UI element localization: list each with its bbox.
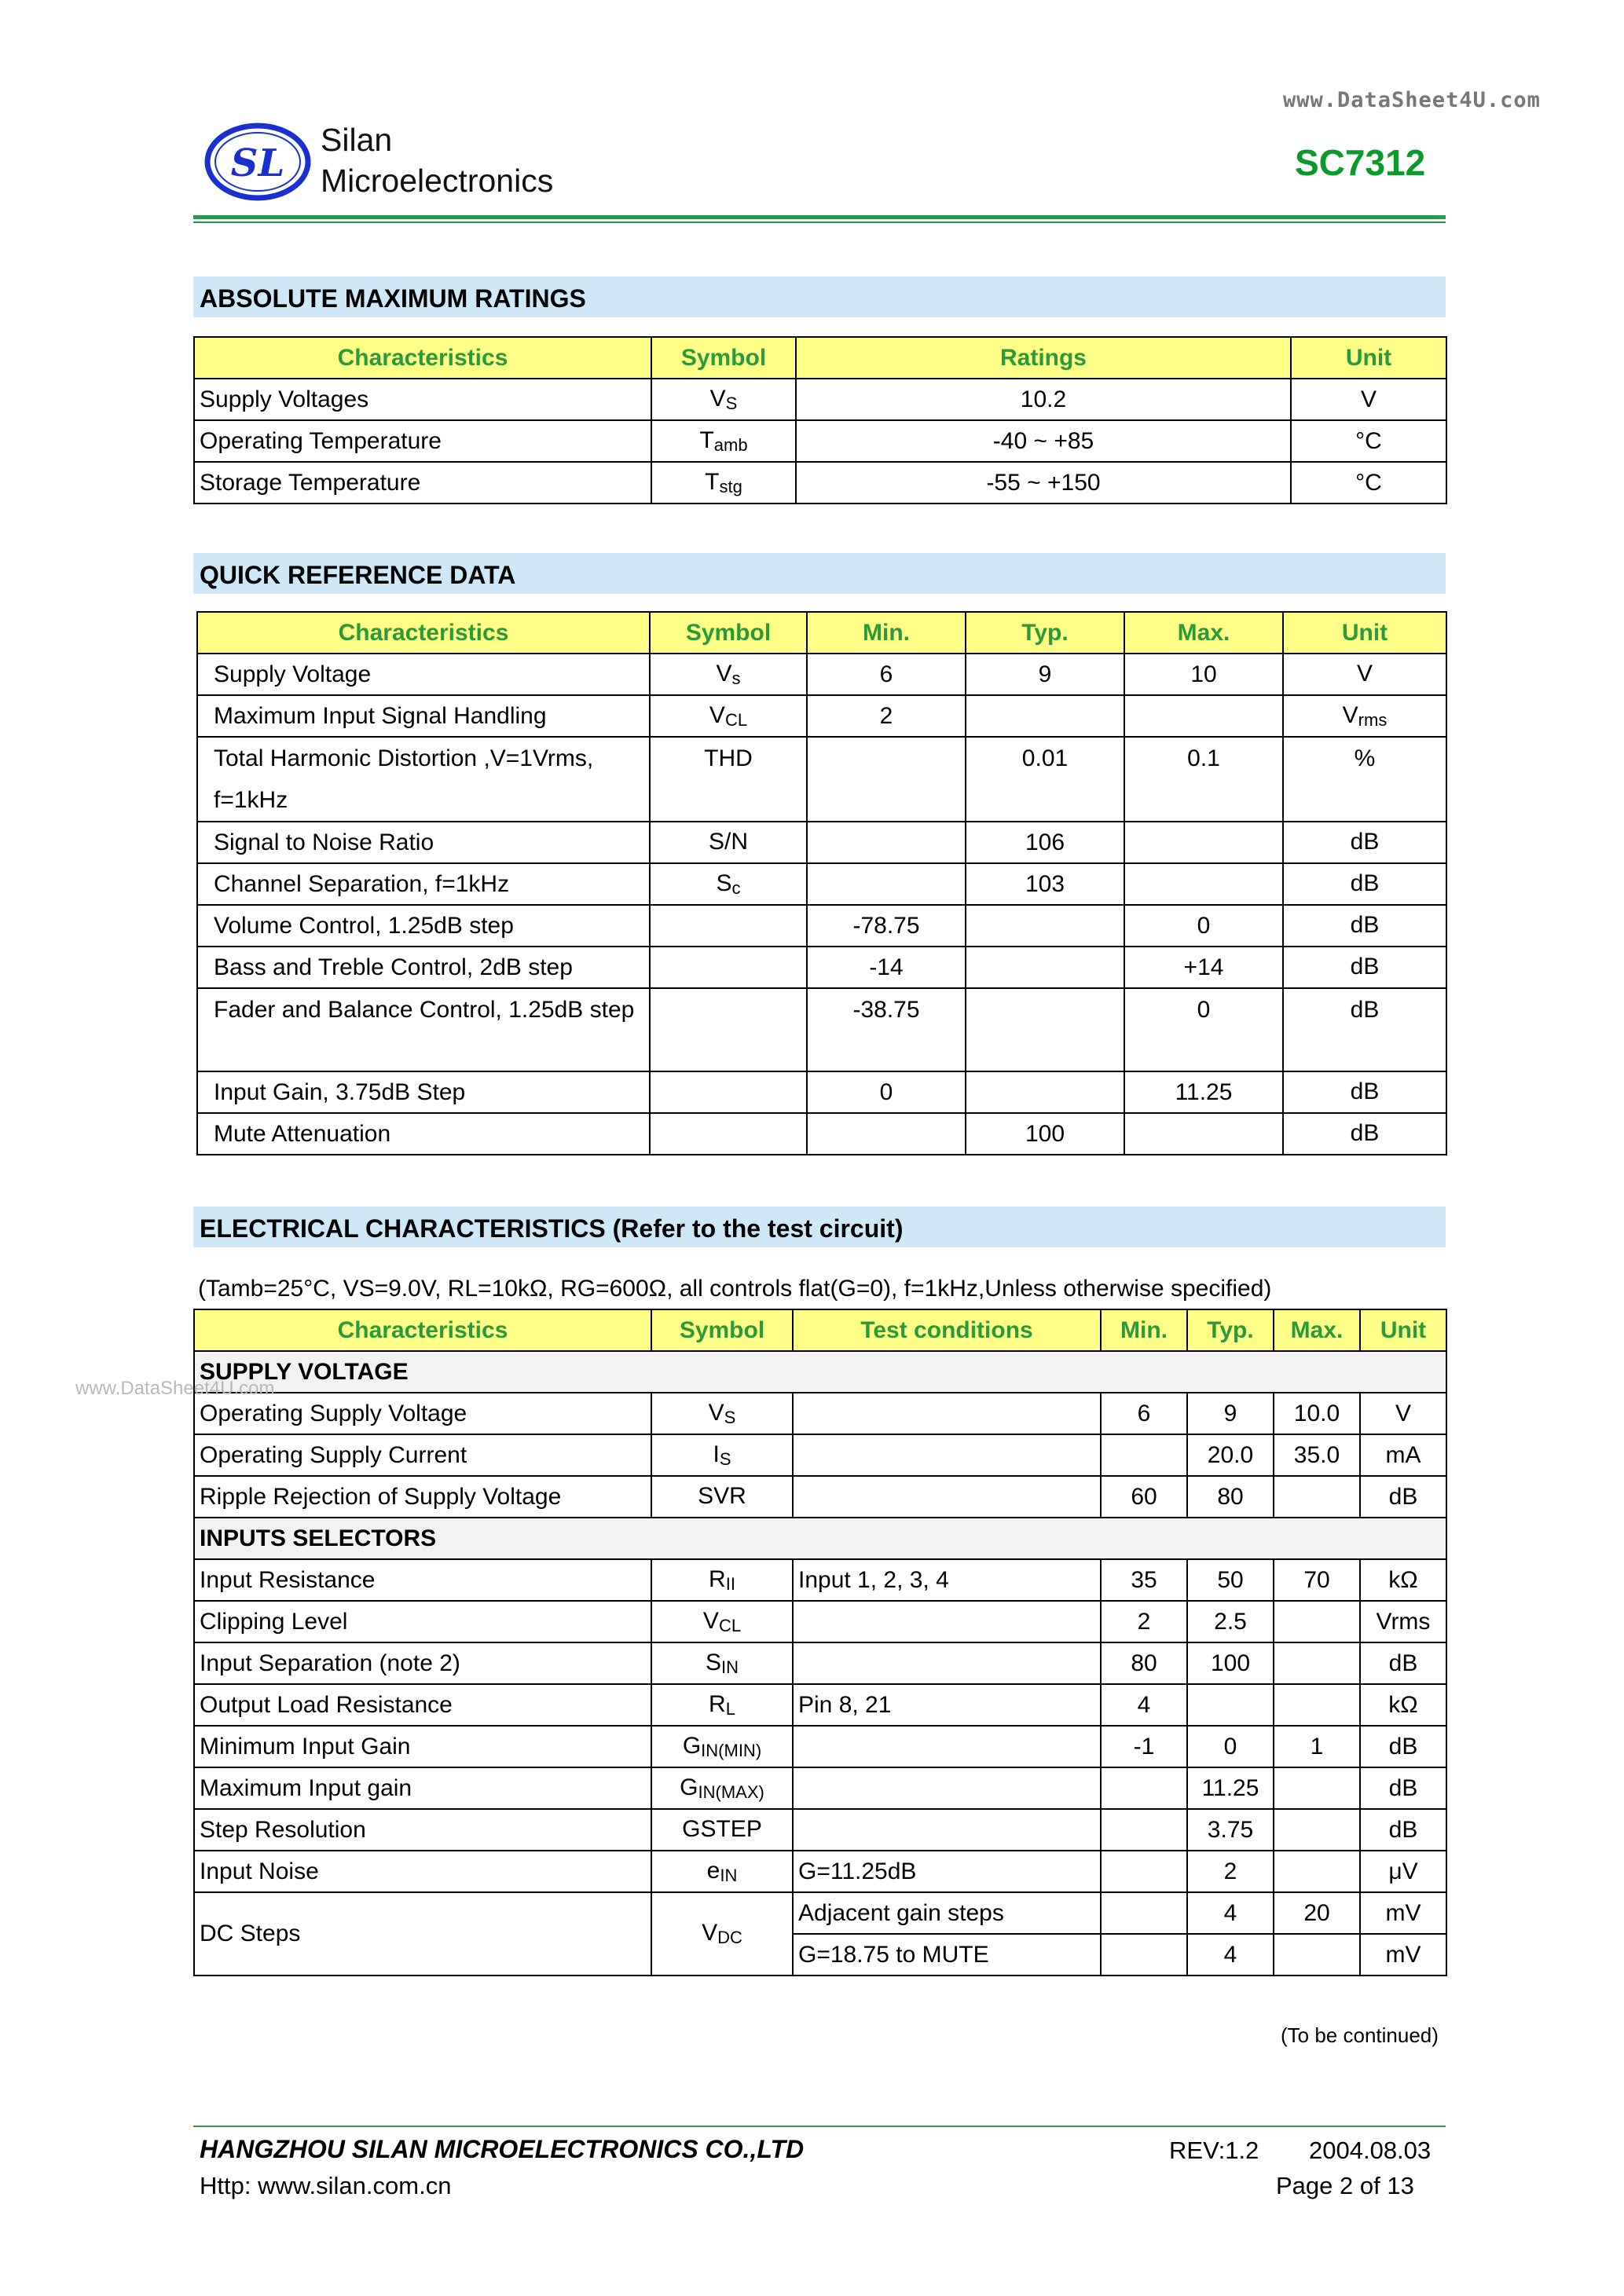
cell-symbol: GSTEP xyxy=(651,1809,793,1851)
cell-char: Input Noise xyxy=(194,1851,651,1892)
cell-symbol: $S_c$ xyxy=(650,863,807,905)
footer-revision: REV:1.2 xyxy=(1169,2137,1259,2164)
section-title: QUICK REFERENCE DATA xyxy=(200,561,516,589)
cell-unit: kΩ xyxy=(1360,1559,1446,1601)
footer-rule xyxy=(193,2126,1446,2127)
section-title: ELECTRICAL CHARACTERISTICS (Refer to the test circuit) xyxy=(200,1214,904,1243)
header-rule xyxy=(193,215,1446,219)
cell-typ: 11.25 xyxy=(1187,1767,1274,1809)
cell-min xyxy=(807,863,966,905)
cell-char: Maximum Input gain xyxy=(194,1767,651,1809)
cell-unit: mV xyxy=(1360,1934,1446,1976)
cell-char: Total Harmonic Distortion ,V=1Vrms, f=1kHz xyxy=(197,737,650,822)
cell-unit: dB xyxy=(1360,1476,1446,1518)
cell-typ: 100 xyxy=(966,1113,1124,1155)
cell-symbol: $V_{CL}$ xyxy=(651,1601,793,1642)
cell-typ xyxy=(966,988,1124,1071)
col-header: Symbol xyxy=(651,1309,793,1351)
cell-unit: dB xyxy=(1283,905,1446,947)
silan-logo xyxy=(203,118,313,210)
cell-unit: °C xyxy=(1291,462,1446,504)
col-header: Min. xyxy=(1101,1309,1187,1351)
cell-min xyxy=(807,822,966,863)
cell-char: Input Resistance xyxy=(194,1559,651,1601)
cell-max: 70 xyxy=(1274,1559,1360,1601)
cell-condition xyxy=(793,1809,1101,1851)
logo-text: SL xyxy=(230,141,285,185)
cell-char: Channel Separation, f=1kHz xyxy=(197,863,650,905)
cell-max xyxy=(1274,1684,1360,1726)
cell-unit: °C xyxy=(1291,420,1446,462)
cell-typ: 0 xyxy=(1187,1726,1274,1767)
brand-line1: Silan xyxy=(321,122,393,158)
cell-min: 35 xyxy=(1101,1559,1187,1601)
cell-typ xyxy=(966,695,1124,737)
cell-max xyxy=(1124,863,1283,905)
table-row xyxy=(194,420,1446,462)
cell-char: Output Load Resistance xyxy=(194,1684,651,1726)
cell-min: -1 xyxy=(1101,1726,1187,1767)
cell-char: Signal to Noise Ratio xyxy=(197,822,650,863)
cell-condition: Pin 8, 21 xyxy=(793,1684,1101,1726)
cell-unit: dB xyxy=(1360,1642,1446,1684)
cell-condition xyxy=(793,1434,1101,1476)
cell-max xyxy=(1274,1601,1360,1642)
cell-condition xyxy=(793,1476,1101,1518)
table-row xyxy=(194,1559,1446,1601)
cell-min xyxy=(1101,1434,1187,1476)
cell-max xyxy=(1124,695,1283,737)
table-row xyxy=(197,737,1446,822)
cell-condition: G=18.75 to MUTE xyxy=(793,1934,1101,1976)
cell-max xyxy=(1274,1476,1360,1518)
cell-char: Input Separation (note 2) xyxy=(194,1642,651,1684)
table-row xyxy=(194,1684,1446,1726)
cell-symbol xyxy=(650,988,807,1071)
cell-unit: dB xyxy=(1283,822,1446,863)
cell-typ: 106 xyxy=(966,822,1124,863)
cell-min: 0 xyxy=(807,1071,966,1113)
cell-condition xyxy=(793,1726,1101,1767)
cell-char: Ripple Rejection of Supply Voltage xyxy=(194,1476,651,1518)
cell-max xyxy=(1274,1809,1360,1851)
cell-symbol: $T_{stg}$ xyxy=(651,462,796,504)
cell-min: -38.75 xyxy=(807,988,966,1071)
col-header: Characteristics xyxy=(197,612,650,654)
cell-typ: 80 xyxy=(1187,1476,1274,1518)
cell-char: Clipping Level xyxy=(194,1601,651,1642)
cell-symbol xyxy=(650,905,807,947)
cell-max: 10 xyxy=(1124,654,1283,695)
table-row xyxy=(194,1892,1446,1934)
cell-min: 6 xyxy=(1101,1393,1187,1434)
cell-typ: 2.5 xyxy=(1187,1601,1274,1642)
cell-min xyxy=(1101,1767,1187,1809)
electrical-table xyxy=(193,1309,1447,1976)
cell-typ: 50 xyxy=(1187,1559,1274,1601)
cell-unit: dB xyxy=(1283,1113,1446,1155)
cell-char: Supply Voltages xyxy=(194,379,651,420)
cell-symbol: $V_S$ xyxy=(651,379,796,420)
cell-unit: V xyxy=(1360,1393,1446,1434)
cell-min xyxy=(1101,1851,1187,1892)
cell-char: Operating Supply Current xyxy=(194,1434,651,1476)
cell-unit: $V_{rms}$ xyxy=(1283,695,1446,737)
table-row xyxy=(194,1851,1446,1892)
cell-char: Operating Temperature xyxy=(194,420,651,462)
group-row xyxy=(194,1351,1446,1393)
cell-unit: dB xyxy=(1283,988,1446,1071)
cell-min: 4 xyxy=(1101,1684,1187,1726)
cell-symbol: $R_L$ xyxy=(651,1684,793,1726)
part-number: SC7312 xyxy=(1295,142,1426,183)
col-header: Characteristics xyxy=(194,1309,651,1351)
cell-condition xyxy=(793,1767,1101,1809)
cell-min xyxy=(807,737,966,822)
table-row xyxy=(194,1476,1446,1518)
table-row xyxy=(197,1113,1446,1155)
cell-max: 0 xyxy=(1124,905,1283,947)
cell-max: 0.1 xyxy=(1124,737,1283,822)
col-header: Min. xyxy=(807,612,966,654)
cell-symbol: $T_{amb}$ xyxy=(651,420,796,462)
table-row xyxy=(197,988,1446,1071)
cell-unit: dB xyxy=(1283,863,1446,905)
cell-typ: 20.0 xyxy=(1187,1434,1274,1476)
table-header-row xyxy=(194,337,1446,379)
cell-char: Supply Voltage xyxy=(197,654,650,695)
cell-symbol: $G_{IN(MAX)}$ xyxy=(651,1767,793,1809)
cell-min xyxy=(807,1113,966,1155)
footer-url: Http: www.silan.com.cn xyxy=(200,2172,452,2199)
cell-unit: dB xyxy=(1360,1726,1446,1767)
cell-max xyxy=(1274,1851,1360,1892)
cell-unit: % xyxy=(1283,737,1446,822)
col-header: Unit xyxy=(1291,337,1446,379)
table-row xyxy=(197,654,1446,695)
cell-char: Step Resolution xyxy=(194,1809,651,1851)
header-rule-thin xyxy=(193,222,1446,223)
table-row xyxy=(194,1601,1446,1642)
col-header: Typ. xyxy=(1187,1309,1274,1351)
footer-date: 2004.08.03 xyxy=(1309,2137,1432,2164)
cell-min: 2 xyxy=(807,695,966,737)
table-row xyxy=(194,1393,1446,1434)
cell-min xyxy=(1101,1892,1187,1934)
cell-symbol: $I_S$ xyxy=(651,1434,793,1476)
group-row xyxy=(194,1518,1446,1559)
cell-symbol xyxy=(650,1113,807,1155)
col-header: Symbol xyxy=(651,337,796,379)
cell-symbol: S/N xyxy=(650,822,807,863)
cell-unit: mA xyxy=(1360,1434,1446,1476)
cell-char: Volume Control, 1.25dB step xyxy=(197,905,650,947)
cell-typ xyxy=(1187,1684,1274,1726)
cell-min xyxy=(1101,1809,1187,1851)
cell-typ xyxy=(966,905,1124,947)
cell-min: 80 xyxy=(1101,1642,1187,1684)
table-row xyxy=(197,863,1446,905)
group-label: INPUTS SELECTORS xyxy=(194,1518,1446,1559)
abs-max-table xyxy=(193,336,1447,504)
cell-symbol xyxy=(650,947,807,988)
col-header: Typ. xyxy=(966,612,1124,654)
cell-typ xyxy=(966,1071,1124,1113)
col-header: Max. xyxy=(1124,612,1283,654)
cell-condition xyxy=(793,1393,1101,1434)
cell-symbol: $V_{DC}$ xyxy=(651,1892,793,1976)
conditions-note: (Tamb=25°C, VS=9.0V, RL=10kΩ, RG=600Ω, all controls flat(G=0), f=1kHz,Unless otherwise specified) xyxy=(198,1276,1272,1302)
cell-rating: -40 ~ +85 xyxy=(796,420,1291,462)
cell-char: Maximum Input Signal Handling xyxy=(197,695,650,737)
cell-max: 1 xyxy=(1274,1726,1360,1767)
col-header: Test conditions xyxy=(793,1309,1101,1351)
cell-typ: 0.01 xyxy=(966,737,1124,822)
cell-unit: V xyxy=(1291,379,1446,420)
cell-unit: dB xyxy=(1283,947,1446,988)
cell-unit: μV xyxy=(1360,1851,1446,1892)
table-row xyxy=(197,947,1446,988)
table-header-row xyxy=(194,1309,1446,1351)
col-header: Symbol xyxy=(650,612,807,654)
cell-max: 10.0 xyxy=(1274,1393,1360,1434)
col-header: Unit xyxy=(1360,1309,1446,1351)
cell-unit: dB xyxy=(1360,1809,1446,1851)
cell-typ: 9 xyxy=(966,654,1124,695)
cell-condition: G=11.25dB xyxy=(793,1851,1101,1892)
table-row xyxy=(197,695,1446,737)
cell-typ: 4 xyxy=(1187,1934,1274,1976)
cell-char: Bass and Treble Control, 2dB step xyxy=(197,947,650,988)
cell-max: +14 xyxy=(1124,947,1283,988)
section-abs-max xyxy=(193,276,1446,317)
cell-unit: mV xyxy=(1360,1892,1446,1934)
table-row xyxy=(194,1809,1446,1851)
table-row xyxy=(194,1434,1446,1476)
cell-symbol: $S_{IN}$ xyxy=(651,1642,793,1684)
cell-char: Operating Supply Voltage xyxy=(194,1393,651,1434)
cell-typ xyxy=(966,947,1124,988)
cell-max xyxy=(1274,1934,1360,1976)
cell-typ: 4 xyxy=(1187,1892,1274,1934)
cell-symbol: SVR xyxy=(651,1476,793,1518)
table-row xyxy=(197,822,1446,863)
cell-max xyxy=(1274,1642,1360,1684)
cell-typ: 100 xyxy=(1187,1642,1274,1684)
cell-min: -14 xyxy=(807,947,966,988)
footer-company: HANGZHOU SILAN MICROELECTRONICS CO.,LTD xyxy=(200,2135,805,2163)
cell-max xyxy=(1274,1767,1360,1809)
cell-char: Fader and Balance Control, 1.25dB step xyxy=(197,988,650,1071)
footer-page: Page 2 of 13 xyxy=(1276,2172,1414,2199)
cell-condition xyxy=(793,1601,1101,1642)
cell-char: DC Steps xyxy=(194,1892,651,1976)
table-row xyxy=(194,1726,1446,1767)
cell-rating: -55 ~ +150 xyxy=(796,462,1291,504)
table-row xyxy=(197,905,1446,947)
cell-char: Input Gain, 3.75dB Step xyxy=(197,1071,650,1113)
col-header: Ratings xyxy=(796,337,1291,379)
continued-note: (To be continued) xyxy=(1281,2023,1439,2047)
cell-char: Minimum Input Gain xyxy=(194,1726,651,1767)
col-header: Unit xyxy=(1283,612,1446,654)
cell-max: 35.0 xyxy=(1274,1434,1360,1476)
quick-ref-table xyxy=(196,611,1447,1155)
cell-typ: 9 xyxy=(1187,1393,1274,1434)
cell-symbol: $V_{CL}$ xyxy=(650,695,807,737)
brand-line2: Microelectronics xyxy=(321,163,554,199)
cell-char: Mute Attenuation xyxy=(197,1113,650,1155)
cell-condition: Input 1, 2, 3, 4 xyxy=(793,1559,1101,1601)
watermark-top: www.DataSheet4U.com xyxy=(1283,88,1541,112)
cell-char: Storage Temperature xyxy=(194,462,651,504)
section-electrical xyxy=(193,1207,1446,1247)
cell-typ: 2 xyxy=(1187,1851,1274,1892)
cell-symbol: $R_{II}$ xyxy=(651,1559,793,1601)
brand-name xyxy=(321,119,553,201)
col-header: Max. xyxy=(1274,1309,1360,1351)
cell-symbol: $V_s$ xyxy=(650,654,807,695)
cell-unit: Vrms xyxy=(1360,1601,1446,1642)
cell-unit: kΩ xyxy=(1360,1684,1446,1726)
cell-max xyxy=(1124,1113,1283,1155)
table-row xyxy=(194,379,1446,420)
cell-max: 20 xyxy=(1274,1892,1360,1934)
cell-max: 0 xyxy=(1124,988,1283,1071)
table-row xyxy=(194,1642,1446,1684)
cell-min xyxy=(1101,1934,1187,1976)
cell-condition: Adjacent gain steps xyxy=(793,1892,1101,1934)
cell-unit: dB xyxy=(1283,1071,1446,1113)
cell-symbol xyxy=(650,1071,807,1113)
watermark-side: www.DataSheet4U.com xyxy=(75,1378,275,1399)
cell-rating: 10.2 xyxy=(796,379,1291,420)
table-row xyxy=(194,1767,1446,1809)
cell-max: 11.25 xyxy=(1124,1071,1283,1113)
section-title: ABSOLUTE MAXIMUM RATINGS xyxy=(200,284,586,313)
cell-unit: V xyxy=(1283,654,1446,695)
cell-min: 2 xyxy=(1101,1601,1187,1642)
table-header-row xyxy=(197,612,1446,654)
cell-condition xyxy=(793,1642,1101,1684)
cell-min: 60 xyxy=(1101,1476,1187,1518)
table-row xyxy=(194,462,1446,504)
table-row xyxy=(197,1071,1446,1113)
cell-symbol: $V_S$ xyxy=(651,1393,793,1434)
group-label: SUPPLY VOLTAGE xyxy=(194,1351,1446,1393)
cell-min: -78.75 xyxy=(807,905,966,947)
cell-unit: dB xyxy=(1360,1767,1446,1809)
cell-symbol: $G_{IN(MIN)}$ xyxy=(651,1726,793,1767)
cell-symbol: THD xyxy=(650,737,807,822)
cell-typ: 3.75 xyxy=(1187,1809,1274,1851)
cell-min: 6 xyxy=(807,654,966,695)
cell-max xyxy=(1124,822,1283,863)
cell-typ: 103 xyxy=(966,863,1124,905)
cell-symbol: $e_{IN}$ xyxy=(651,1851,793,1892)
col-header: Characteristics xyxy=(194,337,651,379)
section-quick-ref xyxy=(193,553,1446,594)
